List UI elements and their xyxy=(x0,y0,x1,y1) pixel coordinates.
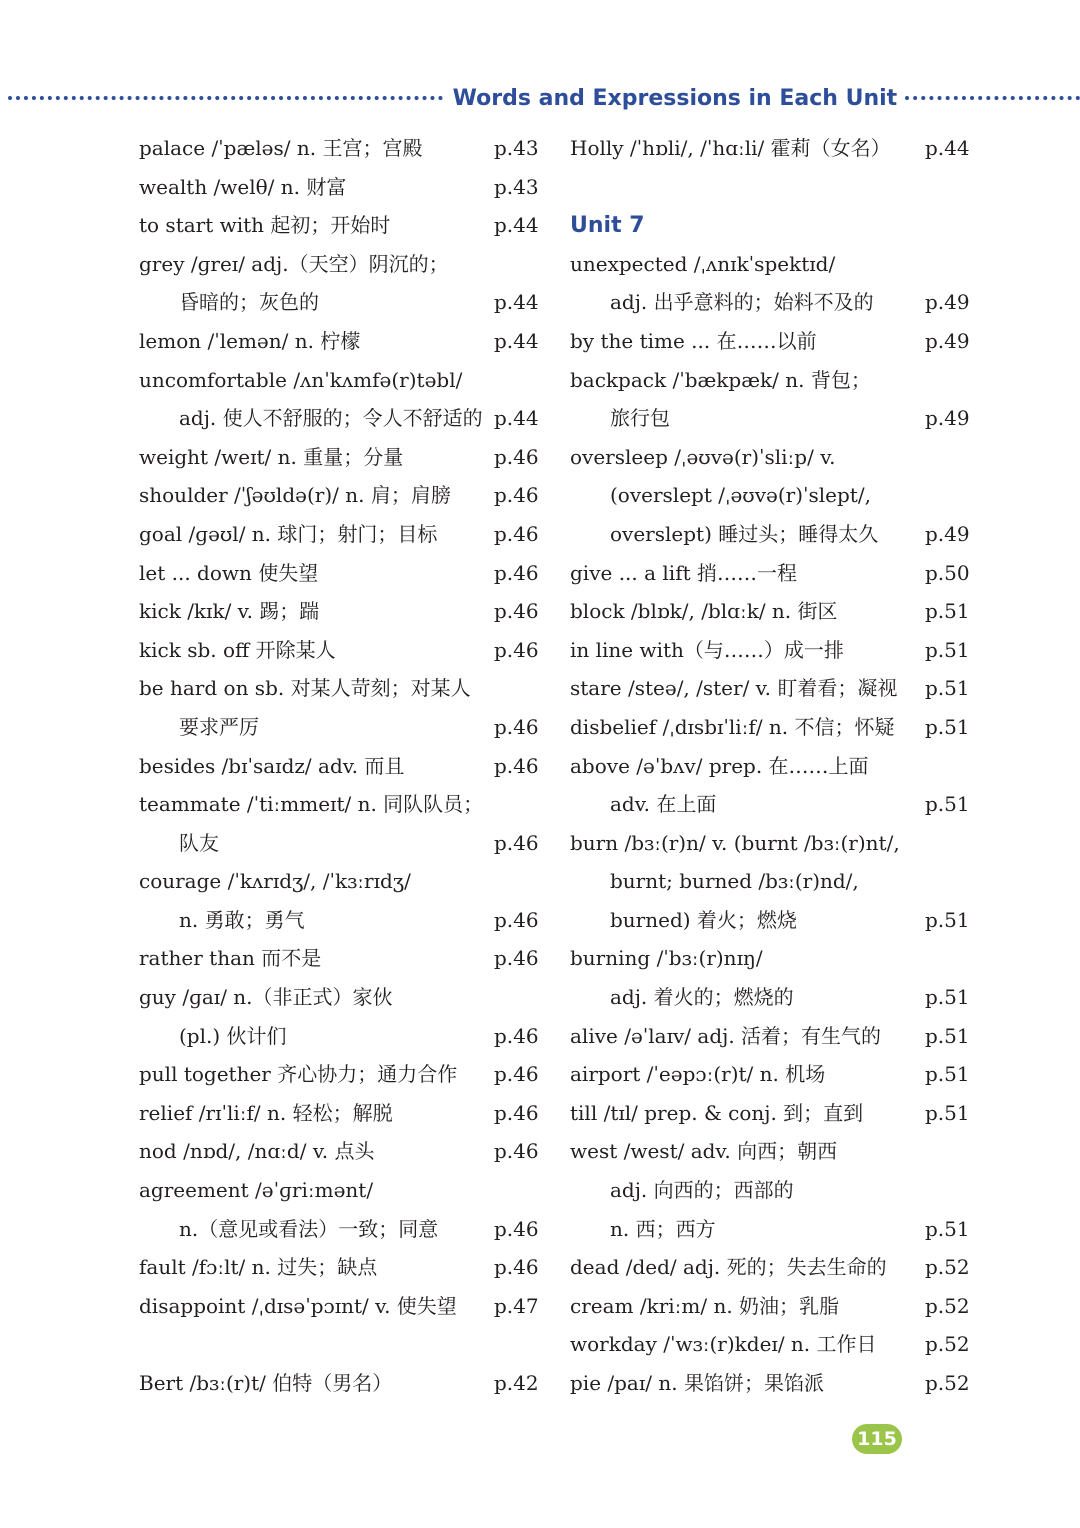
vocab-line xyxy=(139,669,539,708)
vocab-entry-text: by the time ... 在……以前 xyxy=(570,328,817,353)
vocab-line xyxy=(139,1055,539,1094)
vocab-entry-text: kick sb. off 开除某人 xyxy=(139,637,336,662)
vocab-line xyxy=(570,592,970,631)
page-reference: p.46 xyxy=(494,560,539,585)
vocab-line xyxy=(570,669,970,708)
page-reference: p.46 xyxy=(494,830,539,855)
vocab-line xyxy=(139,168,539,207)
vocab-line xyxy=(570,1171,970,1210)
vocab-entry-text: in line with（与……）成一排 xyxy=(570,637,844,662)
vocab-entry-text: Holly /ˈhɒli/, /ˈhɑːli/ 霍莉（女名） xyxy=(570,136,891,160)
page-reference: p.52 xyxy=(925,1332,970,1357)
vocab-line xyxy=(570,1364,970,1403)
vocab-entry-text: 昏暗的；灰色的 xyxy=(179,290,319,315)
page-reference: p.46 xyxy=(494,444,539,469)
vocab-line xyxy=(570,1210,970,1249)
vocab-entry-text: backpack /ˈbækpæk/ n. 背包； xyxy=(570,367,871,392)
vocab-entry-text: block /blɒk/, /blɑːk/ n. 街区 xyxy=(570,599,838,624)
vocab-line xyxy=(139,554,539,593)
vocab-line xyxy=(570,939,970,978)
vocab-line xyxy=(570,1325,970,1364)
page-reference: p.51 xyxy=(925,714,970,739)
vocab-entry-text: let ... down 使失望 xyxy=(139,560,319,585)
vocab-line xyxy=(570,901,970,940)
vocab-entry-text: adj. 使人不舒服的；令人不舒适的 xyxy=(179,406,483,431)
vocab-entry-text: 队友 xyxy=(179,830,219,855)
page-reference: p.51 xyxy=(925,907,970,932)
vocab-entry-text: disbelief /ˌdɪsbɪˈliːf/ n. 不信；怀疑 xyxy=(570,714,895,739)
page-reference: p.51 xyxy=(925,676,970,701)
vocab-line xyxy=(570,476,970,515)
page-reference: p.44 xyxy=(494,290,539,315)
vocab-entry-text: fault /fɔːlt/ n. 过失；缺点 xyxy=(139,1255,378,1280)
vocab-entry-text: 旅行包 xyxy=(610,406,670,431)
page-reference: p.44 xyxy=(494,328,539,353)
page-reference: p.49 xyxy=(925,406,970,431)
vocab-entry-text: weight /weɪt/ n. 重量；分量 xyxy=(139,444,404,469)
vocab-line xyxy=(139,747,539,786)
vocab-entry-text: adj. 向西的；西部的 xyxy=(610,1178,794,1203)
vocab-entry-text: cream /kriːm/ n. 奶油；乳脂 xyxy=(570,1293,840,1318)
page-reference: p.44 xyxy=(494,406,539,431)
page-reference: p.51 xyxy=(925,792,970,817)
vocab-line xyxy=(139,1248,539,1287)
vocab-entry-text: rather than 而不是 xyxy=(139,946,322,971)
vocab-line xyxy=(139,1287,539,1326)
vocab-line xyxy=(139,1132,539,1171)
page-reference: p.46 xyxy=(494,1062,539,1087)
vocab-line xyxy=(139,631,539,670)
page-reference: p.46 xyxy=(494,1216,539,1241)
vocab-line xyxy=(570,824,970,863)
vocab-entry-text: shoulder /ˈʃəʊldə(r)/ n. 肩；肩膀 xyxy=(139,483,451,508)
vocab-entry-text: palace /ˈpæləs/ n. 王宫；宫殿 xyxy=(139,136,423,160)
vocab-line xyxy=(139,206,539,245)
page-reference: p.46 xyxy=(494,714,539,739)
vocab-line xyxy=(139,515,539,554)
page-reference: p.51 xyxy=(925,1216,970,1241)
vocab-line xyxy=(139,322,539,361)
vocab-line xyxy=(139,708,539,747)
vocab-line xyxy=(139,1171,539,1210)
vocab-entry-text: workday /ˈwɜː(r)kdeɪ/ n. 工作日 xyxy=(570,1332,877,1357)
vocab-entry-text: pull together 齐心协力；通力合作 xyxy=(139,1062,458,1087)
vocab-entry-text: courage /ˈkʌrɪdʒ/, /ˈkɜːrɪdʒ/ xyxy=(139,869,411,894)
vocab-entry-text: adj. 着火的；燃烧的 xyxy=(610,985,794,1010)
vocab-entry-text: stare /steə/, /ster/ v. 盯着看；凝视 xyxy=(570,676,898,701)
page-reference: p.44 xyxy=(494,213,539,238)
vocab-line xyxy=(139,129,539,168)
vocab-entry-text: (overslept /ˌəʊvə(r)ˈslept/, xyxy=(610,483,871,508)
page-reference: p.49 xyxy=(925,328,970,353)
vocab-entry-text: n. 勇敢；勇气 xyxy=(179,907,305,932)
vocab-entry-text: adv. 在上面 xyxy=(610,792,717,817)
vocab-entry-text: burnt; burned /bɜː(r)nd/, xyxy=(610,869,859,894)
page-reference: p.46 xyxy=(494,1100,539,1125)
page-reference: p.46 xyxy=(494,1023,539,1048)
vocab-line xyxy=(139,283,539,322)
vocab-entry-text: dead /ded/ adj. 死的；失去生命的 xyxy=(570,1255,887,1280)
vocab-entry-text: overslept) 睡过头；睡得太久 xyxy=(610,521,879,546)
vocab-entry-text: n.（意见或看法）一致；同意 xyxy=(179,1216,439,1241)
vocab-entry-text: lemon /ˈlemən/ n. 柠檬 xyxy=(139,328,361,353)
page-reference: p.52 xyxy=(925,1293,970,1318)
page-reference: p.49 xyxy=(925,521,970,546)
vocab-line xyxy=(570,129,970,168)
vocab-entry-text: 要求严厉 xyxy=(179,714,259,739)
page-reference: p.42 xyxy=(494,1371,539,1395)
vocab-entry-text: wealth /welθ/ n. 财富 xyxy=(139,174,347,199)
vocab-line xyxy=(139,785,539,824)
vocab-line xyxy=(570,747,970,786)
vocab-entry-text: airport /ˈeəpɔː(r)t/ n. 机场 xyxy=(570,1062,826,1087)
vocab-line xyxy=(139,901,539,940)
vocab-line xyxy=(139,1094,539,1133)
vocab-entry-text: Bert /bɜː(r)t/ 伯特（男名） xyxy=(139,1371,393,1395)
vocab-line xyxy=(570,862,970,901)
page-reference: p.47 xyxy=(494,1293,539,1318)
vocab-entry-text: give ... a lift 捎……一程 xyxy=(570,560,797,585)
vocab-entry-text: kick /kɪk/ v. 踢；踹 xyxy=(139,599,320,624)
vocab-line xyxy=(139,1364,539,1403)
page-reference: p.46 xyxy=(494,637,539,662)
vocab-line xyxy=(570,554,970,593)
vocab-entry-text: unexpected /ˌʌnɪkˈspektɪd/ xyxy=(570,251,836,276)
vocab-entry-text: burning /ˈbɜː(r)nɪŋ/ xyxy=(570,946,763,971)
vocab-entry-text: goal /ɡəʊl/ n. 球门；射门；目标 xyxy=(139,521,438,546)
vocab-entry-text: teammate /ˈtiːmmeɪt/ n. 同队队员； xyxy=(139,792,484,817)
header-dots-right xyxy=(905,96,1080,100)
page-reference: p.52 xyxy=(925,1371,970,1395)
vocab-entry-text: agreement /əˈɡriːmənt/ xyxy=(139,1178,374,1203)
vocab-line xyxy=(570,168,970,207)
vocab-line xyxy=(570,708,970,747)
vocab-entry-text: oversleep /ˌəʊvə(r)ˈsliːp/ v. xyxy=(570,444,836,469)
vocab-line xyxy=(570,322,970,361)
vocab-line xyxy=(139,824,539,863)
vocab-line xyxy=(570,978,970,1017)
right-column xyxy=(570,129,970,1403)
page-reference: p.51 xyxy=(925,1062,970,1087)
unit-title: Unit 7 xyxy=(570,213,645,239)
vocab-entry-text: burn /bɜː(r)n/ v. (burnt /bɜː(r)nt/, xyxy=(570,830,900,855)
vocab-entry-text: guy /ɡaɪ/ n.（非正式）家伙 xyxy=(139,985,393,1010)
vocab-entry-text: above /əˈbʌv/ prep. 在……上面 xyxy=(570,753,869,778)
vocab-entry-text: till /tɪl/ prep. & conj. 到；直到 xyxy=(570,1100,864,1125)
vocab-line xyxy=(139,361,539,400)
page-reference: p.46 xyxy=(494,1255,539,1280)
vocab-line xyxy=(139,476,539,515)
page-reference: p.51 xyxy=(925,637,970,662)
page-reference: p.52 xyxy=(925,1255,970,1280)
page-reference: p.46 xyxy=(494,521,539,546)
vocab-line xyxy=(570,1017,970,1056)
page-reference: p.51 xyxy=(925,1100,970,1125)
left-column xyxy=(139,129,539,1403)
vocab-line xyxy=(570,1248,970,1287)
vocab-line xyxy=(139,399,539,438)
vocab-line xyxy=(139,1017,539,1056)
vocab-line xyxy=(139,1325,539,1364)
unit-heading xyxy=(570,206,970,245)
vocab-entry-text: be hard on sb. 对某人苛刻；对某人 xyxy=(139,676,471,701)
page-reference: p.46 xyxy=(494,907,539,932)
vocab-line xyxy=(139,862,539,901)
page-reference: p.50 xyxy=(925,560,970,585)
vocab-entry-text: (pl.) 伙计们 xyxy=(179,1023,287,1048)
vocab-entry-text: adj. 出乎意料的；始料不及的 xyxy=(610,290,874,315)
vocab-line xyxy=(570,631,970,670)
vocab-entry-text: alive /əˈlaɪv/ adj. 活着；有生气的 xyxy=(570,1023,882,1048)
vocab-line xyxy=(570,1287,970,1326)
page-reference: p.43 xyxy=(494,174,539,199)
page-reference: p.51 xyxy=(925,1023,970,1048)
vocab-entry-text: relief /rɪˈliːf/ n. 轻松；解脱 xyxy=(139,1100,393,1125)
page-reference: p.44 xyxy=(925,136,970,160)
page-reference: p.43 xyxy=(494,136,539,160)
page-header xyxy=(0,82,1080,114)
page-reference: p.49 xyxy=(925,290,970,315)
page-reference: p.46 xyxy=(494,1139,539,1164)
vocab-entry-text: n. 西；西方 xyxy=(610,1216,716,1241)
vocab-line xyxy=(570,283,970,322)
vocab-line xyxy=(139,438,539,477)
vocab-entry-text: disappoint /ˌdɪsəˈpɔɪnt/ v. 使失望 xyxy=(139,1293,457,1318)
vocab-line xyxy=(570,245,970,284)
vocab-entry-text: burned) 着火；燃烧 xyxy=(610,907,797,932)
vocab-line xyxy=(570,361,970,400)
page-reference: p.51 xyxy=(925,985,970,1010)
vocab-entry-text: grey /ɡreɪ/ adj.（天空）阴沉的； xyxy=(139,251,449,276)
page-reference: p.46 xyxy=(494,946,539,971)
vocab-line xyxy=(570,785,970,824)
vocab-line xyxy=(139,1210,539,1249)
vocab-line xyxy=(570,1055,970,1094)
vocab-line xyxy=(570,438,970,477)
page-reference: p.46 xyxy=(494,599,539,624)
header-title: Words and Expressions in Each Unit xyxy=(452,85,898,111)
vocab-line xyxy=(139,592,539,631)
vocab-line xyxy=(139,245,539,284)
vocab-line xyxy=(570,399,970,438)
vocab-entry-text: west /west/ adv. 向西；朝西 xyxy=(570,1139,838,1164)
vocab-entry-text: besides /bɪˈsaɪdz/ adv. 而且 xyxy=(139,753,405,778)
page-reference: p.46 xyxy=(494,483,539,508)
page-number-badge: 115 xyxy=(852,1424,902,1454)
vocab-line xyxy=(139,978,539,1017)
page-reference: p.51 xyxy=(925,599,970,624)
vocab-line xyxy=(570,515,970,554)
vocab-entry-text: uncomfortable /ʌnˈkʌmfə(r)təbl/ xyxy=(139,367,463,392)
vocab-entry-text: nod /nɒd/, /nɑːd/ v. 点头 xyxy=(139,1139,375,1164)
page-reference: p.46 xyxy=(494,753,539,778)
vocab-line xyxy=(570,1132,970,1171)
header-dots-left xyxy=(8,96,443,100)
vocab-line xyxy=(139,939,539,978)
vocab-entry-text: pie /paɪ/ n. 果馅饼；果馅派 xyxy=(570,1371,824,1395)
vocab-line xyxy=(570,1094,970,1133)
vocab-entry-text: to start with 起初；开始时 xyxy=(139,213,391,238)
